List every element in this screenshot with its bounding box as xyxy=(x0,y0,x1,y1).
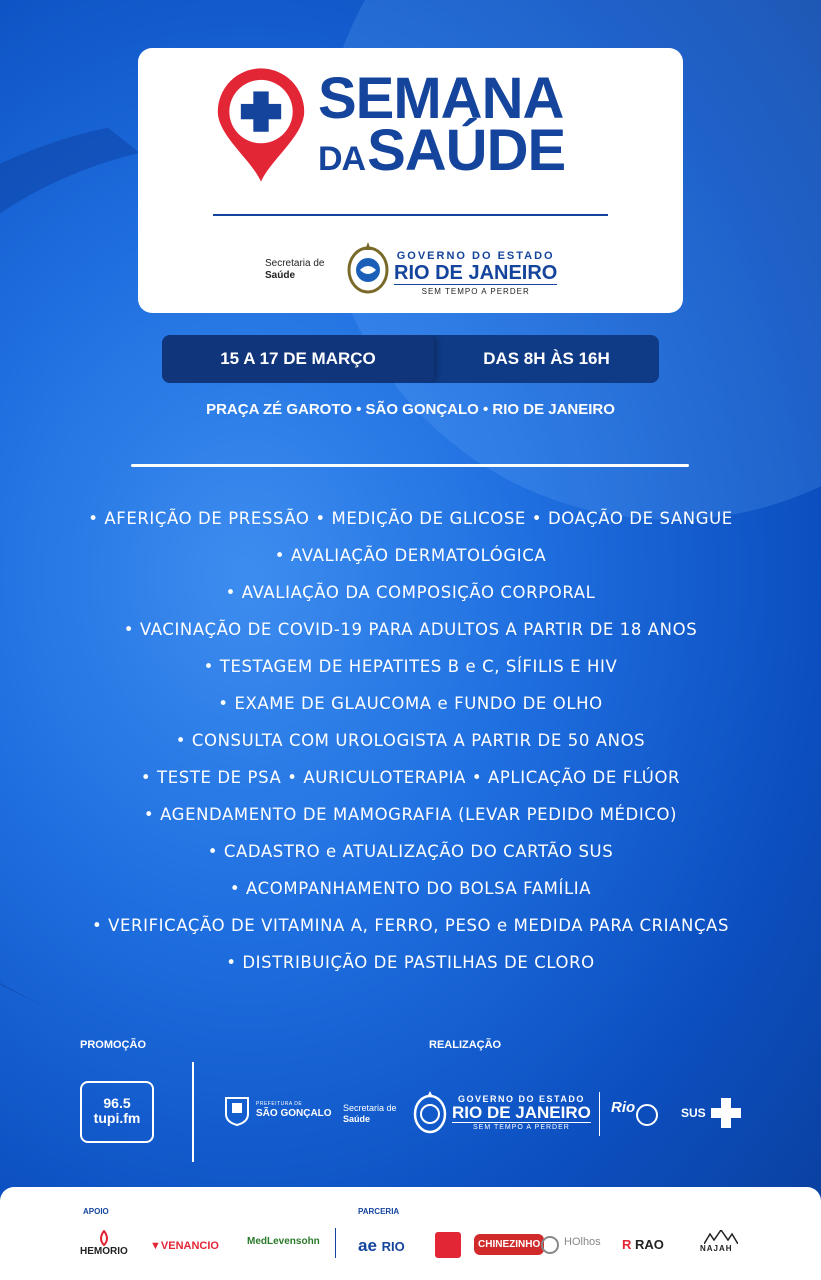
service-item: • DISTRIBUIÇÃO DE PASTILHAS DE CLORO xyxy=(226,953,595,972)
sec-line2: Saúde xyxy=(343,1114,371,1124)
gov-white-line3: SEM TEMPO A PERDER xyxy=(452,1122,591,1131)
event-hours: DAS 8H ÀS 16H xyxy=(483,349,610,368)
section-divider xyxy=(131,464,689,467)
service-item: • AVALIAÇÃO DA COMPOSIÇÃO CORPORAL xyxy=(225,583,596,602)
service-item: • AVALIAÇÃO DERMATOLÓGICA xyxy=(274,546,547,565)
najah-logo: NAJAH xyxy=(700,1244,733,1253)
state-seal-white-icon xyxy=(413,1089,447,1135)
hemorio-drop-icon xyxy=(96,1230,112,1246)
title-line1: SEMANA xyxy=(318,66,564,131)
date-time-pill xyxy=(162,335,659,383)
service-item: • CADASTRO e ATUALIZAÇÃO DO CARTÃO SUS xyxy=(207,842,614,861)
prefeitura-small: PREFEITURA DE xyxy=(256,1101,303,1107)
aguas-rio-logo: ae RIO xyxy=(358,1236,405,1255)
gov-rj-logo-white xyxy=(452,1094,591,1131)
tupi-name: tupi.fm xyxy=(93,1110,141,1126)
apoio-label: APOIO xyxy=(83,1207,109,1216)
service-item: • VERIFICAÇÃO DE VITAMINA A, FERRO, PESO e MEDIDA PARA CRIANÇAS xyxy=(91,916,730,935)
aguas-rio-name: RIO xyxy=(381,1239,405,1254)
grupo-rao-name: RAO xyxy=(635,1237,664,1252)
holhos-logo: HOlhos xyxy=(564,1236,601,1248)
sec-line1: Secretaria de xyxy=(343,1103,397,1113)
prefeitura-name: SÃO GONÇALO xyxy=(256,1108,332,1119)
tupi-freq: 96.5 xyxy=(103,1095,131,1111)
event-title xyxy=(318,66,566,183)
sus-cross-icon xyxy=(711,1098,741,1128)
najah-skyline-icon xyxy=(704,1230,738,1244)
sec-saude-logo xyxy=(343,1103,397,1125)
gov-rj-logo xyxy=(394,250,557,296)
state-seal-icon xyxy=(347,240,389,296)
tupi-fm-logo xyxy=(80,1081,154,1143)
service-item: • EXAME DE GLAUCOMA e FUNDO DE OLHO xyxy=(218,694,603,713)
gov-line3: SEM TEMPO A PERDER xyxy=(394,284,557,296)
secretaria-label xyxy=(265,258,324,282)
footer-sponsors xyxy=(0,1187,821,1280)
service-item: • TESTAGEM DE HEPATITES B e C, SÍFILIS E HIV xyxy=(203,657,618,676)
services-list xyxy=(0,508,821,989)
service-item: • AFERIÇÃO DE PRESSÃO • MEDIÇÃO DE GLICOSE • DOAÇÃO DE SANGUE xyxy=(88,509,733,528)
event-dates: 15 A 17 DE MARÇO xyxy=(162,335,434,383)
hemorio-logo: HEMORIO xyxy=(80,1246,128,1257)
header-card xyxy=(138,48,683,313)
venancio-name: VENANCIO xyxy=(160,1240,219,1252)
service-item: • TESTE DE PSA • AURICULOTERAPIA • APLICAÇÃO DE FLÚOR xyxy=(140,768,681,787)
footer-divider xyxy=(335,1228,336,1258)
cap-logo-icon xyxy=(435,1232,461,1258)
secretaria-line2: Saúde xyxy=(265,270,296,281)
sus-logo: SUS xyxy=(681,1106,706,1120)
service-item: • VACINAÇÃO DE COVID-19 PARA ADULTOS A PARTIR DE 18 ANOS xyxy=(123,620,698,639)
secretaria-line1: Secretaria de xyxy=(265,258,325,269)
venancio-logo: ▼VENANCIO xyxy=(150,1240,219,1252)
health-pin-icon xyxy=(213,66,309,186)
promo-divider xyxy=(192,1062,194,1162)
medlevensohn-logo: MedLevensohn xyxy=(247,1236,320,1247)
service-item: • AGENDAMENTO DE MAMOGRAFIA (LEVAR PEDIDO MÉDICO) xyxy=(143,805,678,824)
gov-line2: RIO DE JANEIRO xyxy=(394,262,558,284)
promocao-label: PROMOÇÃO xyxy=(80,1039,146,1051)
service-item: • CONSULTA COM UROLOGISTA A PARTIR DE 50 ANOS xyxy=(175,731,646,750)
rio-450-logo: Rio xyxy=(611,1099,636,1116)
title-da: DA xyxy=(318,140,366,178)
logo-divider xyxy=(599,1092,600,1136)
holhos-eye-icon xyxy=(541,1236,559,1254)
event-location: PRAÇA ZÉ GAROTO • SÃO GONÇALO • RIO DE JANEIRO xyxy=(206,401,615,418)
header-divider xyxy=(213,214,608,216)
title-line2 xyxy=(318,118,566,183)
grupo-rao-logo: R RAO xyxy=(622,1237,664,1252)
parceria-label: PARCERIA xyxy=(358,1207,400,1216)
service-item: • ACOMPANHAMENTO DO BOLSA FAMÍLIA xyxy=(229,879,592,898)
gov-line1: GOVERNO DO ESTADO xyxy=(396,250,555,262)
realizacao-label: REALIZAÇÃO xyxy=(429,1039,502,1051)
rio-circle-icon xyxy=(636,1104,658,1126)
chinezinho-logo: CHINEZINHO xyxy=(474,1234,544,1255)
gov-white-line2: RIO DE JANEIRO xyxy=(452,1103,591,1122)
gov-white-line1: GOVERNO DO ESTADO xyxy=(458,1094,585,1104)
title-saude: SAÚDE xyxy=(367,118,566,183)
prefeitura-crest-icon xyxy=(224,1094,250,1126)
